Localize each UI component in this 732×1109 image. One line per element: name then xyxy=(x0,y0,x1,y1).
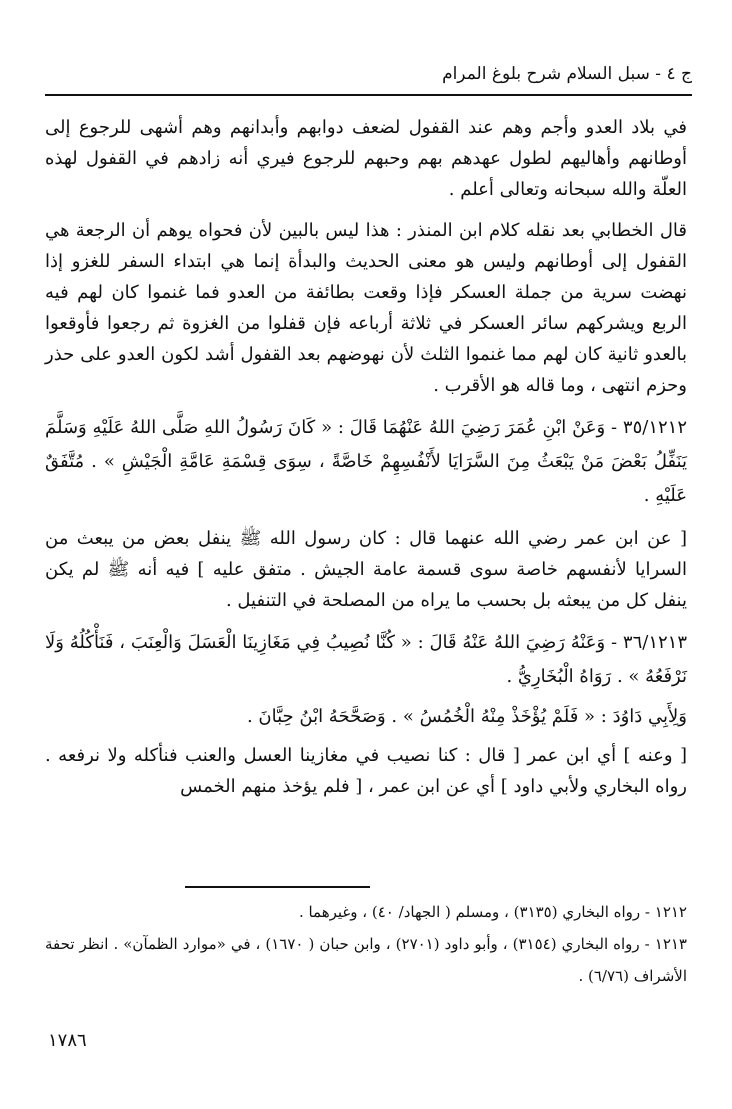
footnote: ١٢١٢ - رواه البخاري (٣١٣٥) ، ومسلم ( الجهاد/ ٤٠) ، وغيرهما . xyxy=(298,903,687,921)
footnote: ١٢١٣ - رواه البخاري (٣١٥٤) ، وأبو داود (٢٧٠١) ، وابن حبان ( ١٦٧٠) ، في «موارد الظمآن» . انظر تحفة الأشراف (٦/٧٦) . xyxy=(45,935,687,985)
hadith-text: ٣٦/١٢١٣ - وَعَنْهُ رَضِيَ اللهُ عَنْهُ قَالَ : « كُنَّا نُصِيبُ فِي مَغَازِينَا الْعَسَلَ وَالْعِنَبَ ، فَنَأْكُلُهُ وَلَا نَرْفَعُهُ » . رَوَاهُ الْبُخَارِيُّ . xyxy=(45,632,687,687)
paragraph: في بلاد العدو وأجم وهم عند القفول لضعف دوابهم وأبدانهم وهم أشهى للرجوع إلى أوطانهم وأهاليهم لطول عهدهم بهم وحبهم للرجوع فيري أنه زادهم في القفول لهذه العلّة والله سبحانه وتعالى أعلم . xyxy=(45,117,687,200)
main-text xyxy=(45,112,687,812)
footnotes xyxy=(45,896,687,992)
hadith-addition: وَلِأَبِي دَاوُدَ : « فَلَمْ يُؤْخَذْ مِنْهُ الْخُمُسُ » . وَصَحَّحَهُ ابْنُ حِبَّانَ . xyxy=(246,706,687,727)
commentary-paragraph: [ وعنه ] أي ابن عمر [ قال : كنا نصيب في مغازينا العسل والعنب فنأكله ولا نرفعه . رواه البخاري ولأبي داود ] أي عن ابن عمر ، [ فلم يؤخذ منهم الخمس xyxy=(45,745,687,797)
footnote-divider xyxy=(185,886,370,888)
running-title: ج ٤ - سبل السلام شرح بلوغ المرام xyxy=(442,64,692,84)
page-header xyxy=(45,58,692,92)
page-number: ١٧٨٦ xyxy=(48,1030,87,1051)
paragraph: قال الخطابي بعد نقله كلام ابن المنذر : هذا ليس بالبين لأن فحواه يوهم أن الرجعة هي القفول إلى أوطانهم وليس هو معنى الحديث والبدأة إنما هي ابتداء السفر للغزو إذا نهضت سرية من جملة العسكر فإذا وقعت بطائفة من العدو فما غنموا كان لهم فيه الربع ويشركهم سائر العسكر في ثلاثة أرباعه فإن قفلوا من الغزوة ثم رجعوا فأوقعوا بالعدو ثانية كان لهم مما غنموا الثلث لأن نهوضهم بعد القفول أشد لكون العدو على حذر وحزم انتهى ، وما قاله هو الأقرب . xyxy=(45,220,687,396)
hadith-text: ٣٥/١٢١٢ - وَعَنْ ابْنِ عُمَرَ رَضِيَ اللهُ عَنْهُمَا قَالَ : « كَانَ رَسُولُ اللهِ صَلَّى اللهُ عَلَيْهِ وَسَلَّمَ يَنَفِّلُ بَعْضَ مَنْ يَبْعَثُ مِنَ السَّرَايَا لأَنْفُسِهِمْ خَاصَّةً ، سِوَى قِسْمَةِ عَامَّةِ الْجَيْشِ » . مُتَّفَقٌ عَلَيْهِ . xyxy=(45,417,687,506)
commentary-paragraph: [ عن ابن عمر رضي الله عنهما قال : كان رسول الله ﷺ ينفل بعض من يبعث من السرايا لأنفسهم خاصة سوى قسمة عامة الجيش . متفق عليه ] فيه أنه ﷺ لم يكن ينفل كل من يبعثه بل بحسب ما يراه من المصلحة في التنفيل . xyxy=(45,528,687,611)
header-divider xyxy=(45,94,692,96)
